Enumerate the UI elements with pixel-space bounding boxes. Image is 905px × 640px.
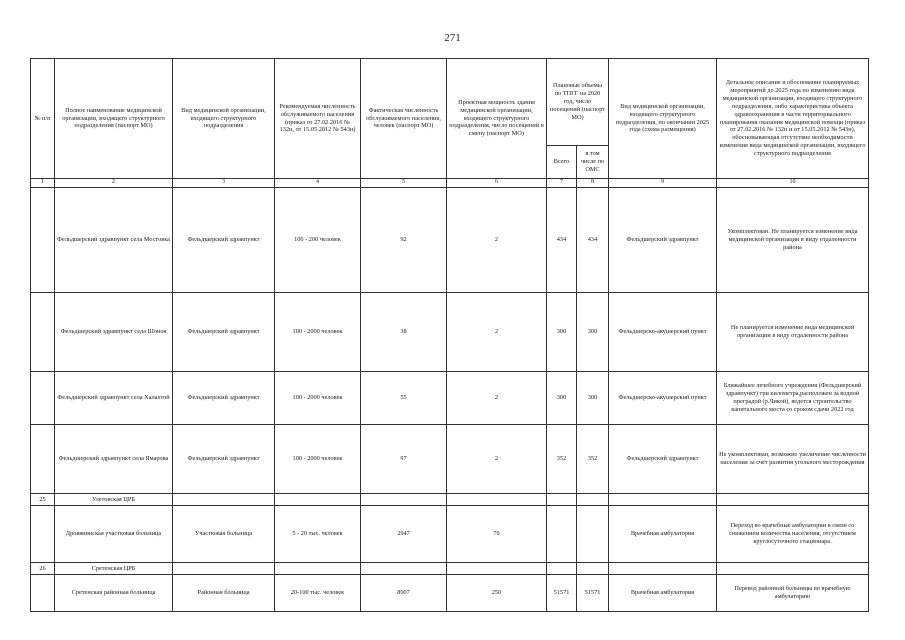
section-name: Сретенская ЦРБ — [55, 563, 173, 575]
cell-description: Не планируется изменение вида медицинской организации в виду отдаленности района — [717, 293, 869, 372]
cell-recommended: 100 - 2000 человек — [275, 293, 361, 372]
empty-cell — [577, 563, 609, 575]
section-name: Улетовская ЦРБ — [55, 494, 173, 506]
cell-number — [31, 293, 55, 372]
cell-total: 300 — [547, 372, 577, 425]
facilities-table — [30, 58, 869, 612]
section-number: 26 — [31, 563, 55, 575]
cell-capacity: 2 — [447, 372, 547, 425]
cell-description: Ближайшее лечебного учреждения (Фельдшерский здравпункт) три километра,расположен за водной преградой (р.Чикой), ведется строительство капитального моста со сроком сдачи 2022 год — [717, 372, 869, 425]
cell-actual: 38 — [361, 293, 447, 372]
empty-cell — [275, 494, 361, 506]
cell-actual: 2947 — [361, 506, 447, 563]
cell-oms — [577, 506, 609, 563]
column-number: 2 — [55, 179, 173, 188]
cell-description: Не укомплектован, возможно увеличение численности населения за счёт развития угольного месторождения — [717, 425, 869, 494]
table-row — [31, 575, 869, 612]
cell-recommended: 5 - 20 тыс. человек — [275, 506, 361, 563]
cell-description: Переход во врачебные амбулатории в связи со снижением количества населения, отсутствием круглосуточного стационара. — [717, 506, 869, 563]
cell-oms: 51571 — [577, 575, 609, 612]
empty-cell — [717, 563, 869, 575]
cell-type: Фельдшерский здравпункт — [173, 372, 275, 425]
empty-cell — [609, 563, 717, 575]
table-header-row — [31, 59, 869, 146]
section-number: 25 — [31, 494, 55, 506]
header-cell-type: Вид медицинской организации, входящего структурного подразделения — [173, 59, 275, 179]
cell-number — [31, 506, 55, 563]
column-number: 8 — [577, 179, 609, 188]
column-number: 10 — [717, 179, 869, 188]
cell-name: Фельдшерский здравпункт села Шоноя — [55, 293, 173, 372]
cell-name: Фельдшерский здравпункт села Мостовка — [55, 188, 173, 293]
cell-type: Фельдшерский здравпункт — [173, 425, 275, 494]
cell-total: 352 — [547, 425, 577, 494]
header-cell-number: № п/п — [31, 59, 55, 179]
cell-recommended: 20-100 тыс. человек — [275, 575, 361, 612]
section-row — [31, 494, 869, 506]
table-row — [31, 188, 869, 293]
header-cell-capacity: Проектная мощность здания медицинской организации, входящего структурного подразделения, число посещений в смену (паспорт МО) — [447, 59, 547, 179]
cell-number — [31, 425, 55, 494]
cell-total: 300 — [547, 293, 577, 372]
empty-cell — [173, 563, 275, 575]
column-number: 9 — [609, 179, 717, 188]
cell-type: Районная больница — [173, 575, 275, 612]
cell-type: Участковая больница — [173, 506, 275, 563]
column-number: 1 — [31, 179, 55, 188]
cell-actual: 92 — [361, 188, 447, 293]
header-cell-type-2025: Вид медицинской организации, входящего структурного подразделения, по окончании 2025 года (схема размещения) — [609, 59, 717, 179]
section-row — [31, 563, 869, 575]
header-cell-description: Детальное описание и обоснование планируемых мероприятий до 2025 года по изменению вида медицинской организации, входящего структурного подразделения, либо характеристика объекта здравоохранения в части территориального планирования оказания медицинской помощи (приказ от 27.02.2016 № 132н и от 15.05.2012 № 543н), обосновывающая отсутствие необходимости изменения вида медицинской организации, входящего структурного подразделения — [717, 59, 869, 179]
table-row — [31, 506, 869, 563]
header-cell-oms: в том числе по ОМС — [577, 146, 609, 179]
header-cell-actual: Фактическая численность обслуживаемого населения, человек (паспорт МО) — [361, 59, 447, 179]
cell-type-2025: Фельдшерский здравпункт — [609, 425, 717, 494]
cell-oms: 300 — [577, 293, 609, 372]
cell-type: Фельдшерский здравпункт — [173, 188, 275, 293]
cell-oms: 352 — [577, 425, 609, 494]
column-number: 7 — [547, 179, 577, 188]
table-row — [31, 372, 869, 425]
cell-oms: 434 — [577, 188, 609, 293]
cell-type-2025: Врачебная амбулатория — [609, 575, 717, 612]
cell-type-2025: Фельдшерско-акушерский пункт — [609, 293, 717, 372]
cell-description: Укомплектован. Не планируется изменение вида медицинской организации в виду отдаленности района — [717, 188, 869, 293]
cell-type-2025: Фельдшерский здравпункт — [609, 188, 717, 293]
empty-cell — [447, 494, 547, 506]
column-number: 3 — [173, 179, 275, 188]
cell-name: Дровянинская участковая больница — [55, 506, 173, 563]
cell-capacity: 250 — [447, 575, 547, 612]
column-number: 6 — [447, 179, 547, 188]
cell-name: Сретенская районная больница — [55, 575, 173, 612]
empty-cell — [447, 563, 547, 575]
empty-cell — [609, 494, 717, 506]
cell-description: Перевод районной больницы во врачебную амбулаторию — [717, 575, 869, 612]
cell-type: Фельдшерский здравпункт — [173, 293, 275, 372]
empty-cell — [547, 563, 577, 575]
empty-cell — [173, 494, 275, 506]
cell-number — [31, 575, 55, 612]
cell-number — [31, 372, 55, 425]
header-cell-recommended: Рекомендуемая численность обслуживаемого населения (приказ от 27.02.2016 № 132н, от 15.05.2012 № 543н) — [275, 59, 361, 179]
cell-oms: 300 — [577, 372, 609, 425]
empty-cell — [717, 494, 869, 506]
column-number-row — [31, 179, 869, 188]
cell-name: Фельдшерский здравпункт села Ямарова — [55, 425, 173, 494]
cell-total: 51571 — [547, 575, 577, 612]
column-number: 5 — [361, 179, 447, 188]
page-number: 271 — [444, 32, 461, 44]
empty-cell — [275, 563, 361, 575]
cell-capacity: 2 — [447, 293, 547, 372]
column-number: 4 — [275, 179, 361, 188]
cell-capacity: 70 — [447, 506, 547, 563]
cell-total: 434 — [547, 188, 577, 293]
cell-recommended: 100 - 200 человек — [275, 188, 361, 293]
cell-total — [547, 506, 577, 563]
header-cell-total: Всего — [547, 146, 577, 179]
cell-number — [31, 188, 55, 293]
header-cell-name: Полное наименование медицинской организации, входящего структурного подразделения (паспорт МО) — [55, 59, 173, 179]
table-row — [31, 425, 869, 494]
cell-type-2025: Врачебная амбулатория — [609, 506, 717, 563]
cell-actual: 97 — [361, 425, 447, 494]
cell-capacity: 2 — [447, 425, 547, 494]
empty-cell — [547, 494, 577, 506]
empty-cell — [361, 494, 447, 506]
empty-cell — [577, 494, 609, 506]
cell-capacity: 2 — [447, 188, 547, 293]
table-row — [31, 293, 869, 372]
cell-actual: 55 — [361, 372, 447, 425]
header-cell-planned-volumes: Плановые объемы по ТПГГ на 2020 год, число посещений (паспорт МО) — [547, 59, 609, 146]
cell-actual: 8907 — [361, 575, 447, 612]
cell-recommended: 100 - 2000 человек — [275, 425, 361, 494]
cell-name: Фельдшерский здравпункт села Халахтой — [55, 372, 173, 425]
empty-cell — [361, 563, 447, 575]
cell-type-2025: Фельдшерско-акушерский пункт — [609, 372, 717, 425]
cell-recommended: 100 - 2000 человек — [275, 372, 361, 425]
